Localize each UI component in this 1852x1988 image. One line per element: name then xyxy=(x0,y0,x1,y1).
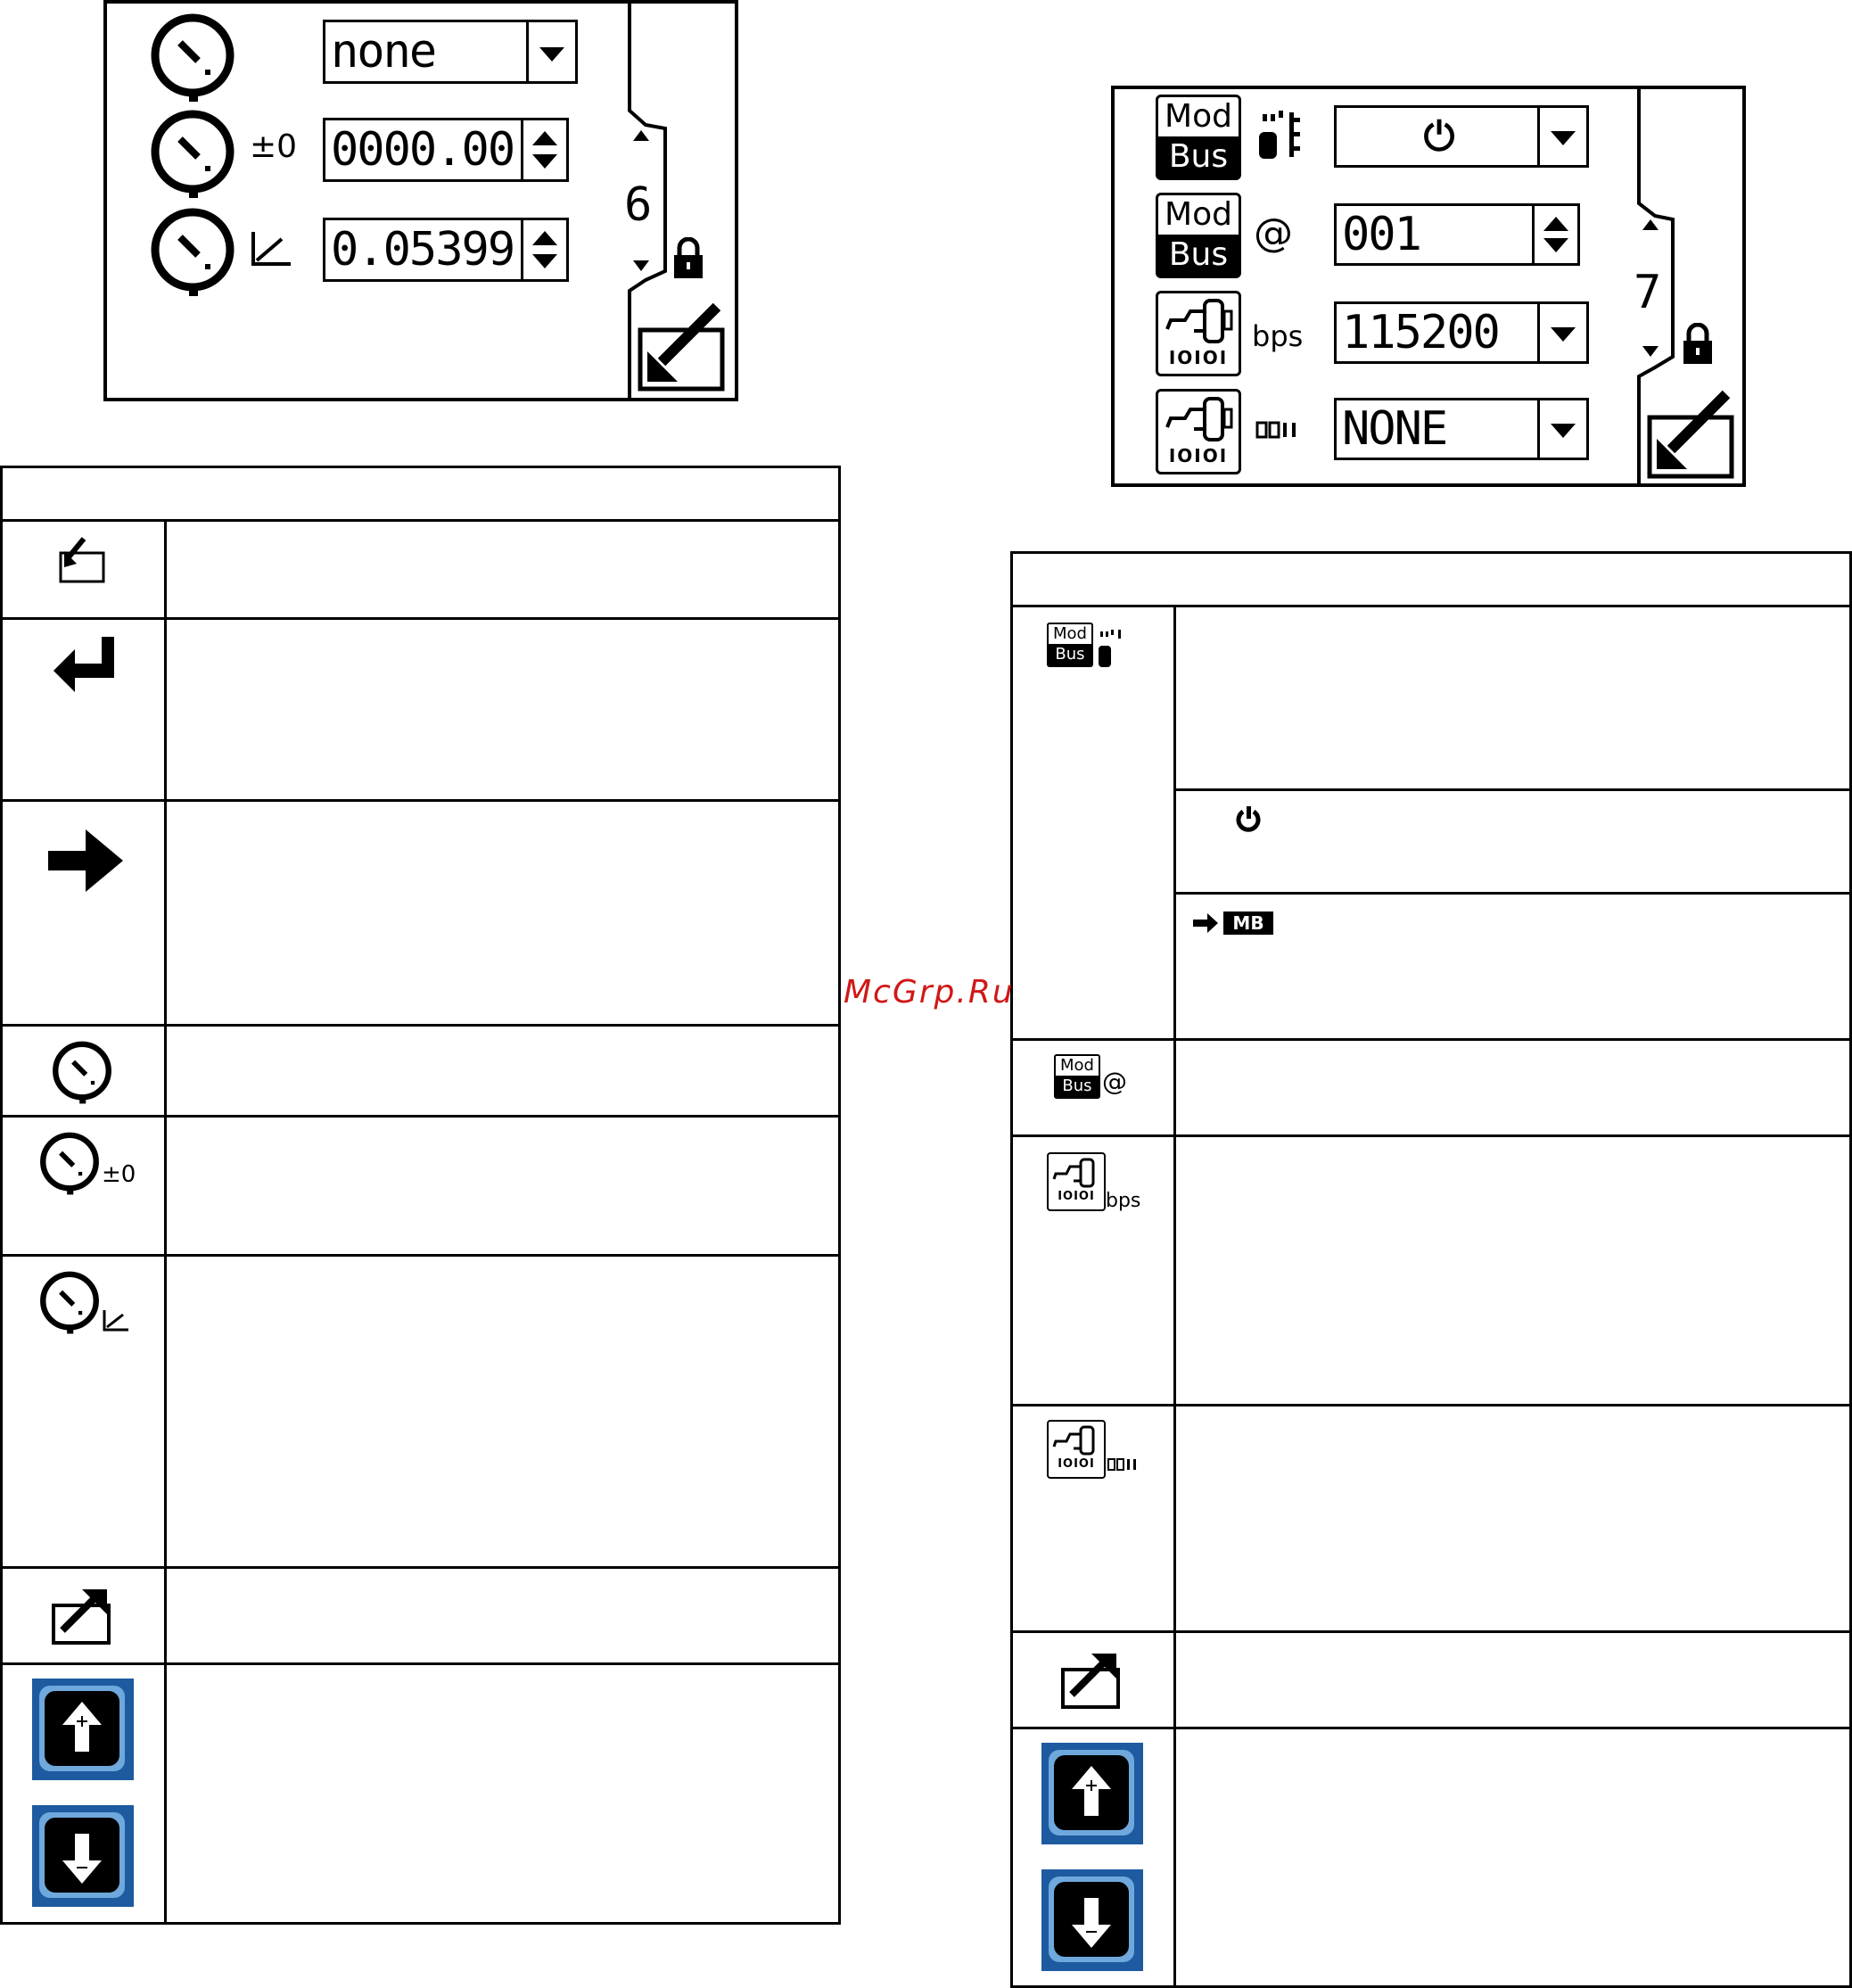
slope-spinner[interactable] xyxy=(323,218,569,282)
scroll-down-icon[interactable] xyxy=(630,257,653,275)
right-arrow-icon xyxy=(45,826,127,895)
hand-tap-icon xyxy=(1255,109,1304,162)
lock-icon xyxy=(671,237,706,280)
screen-6 xyxy=(103,0,738,401)
modbus-label-bottom: Bus xyxy=(1158,136,1239,177)
parity-dropdown[interactable] xyxy=(1334,398,1589,460)
offset-label: ±0 xyxy=(250,128,298,165)
legend-right-column-divider xyxy=(1173,605,1176,1988)
baud-unit-label: bps xyxy=(1252,319,1304,353)
enter-icon xyxy=(50,633,118,697)
sensor-type-dropdown[interactable] xyxy=(323,20,578,84)
parity-icon xyxy=(1255,419,1300,441)
parity-value: NONE xyxy=(1342,402,1447,456)
gauge-icon xyxy=(150,109,235,198)
offset-spinner[interactable] xyxy=(323,118,569,182)
scroll-up-icon[interactable] xyxy=(630,127,653,144)
mb-badge: MB xyxy=(1232,912,1264,934)
modbus-address-icon xyxy=(1054,1054,1100,1099)
parity-icon xyxy=(1107,1457,1140,1472)
lock-icon xyxy=(1680,323,1716,366)
spinner-arrows-icon[interactable] xyxy=(521,220,566,279)
spinner-arrows-icon[interactable] xyxy=(521,120,566,179)
modbus-label-bottom: Bus xyxy=(1158,235,1239,276)
baud-rate-value: 115200 xyxy=(1342,306,1499,359)
up-key-icon xyxy=(32,1679,134,1780)
power-icon xyxy=(1234,804,1263,833)
plus-zero-label: ±0 xyxy=(102,1161,136,1188)
legend-left-column-divider xyxy=(164,519,167,1925)
serial-icon xyxy=(1047,1152,1106,1211)
scroll-down-icon[interactable] xyxy=(1639,342,1662,360)
modbus-address-spinner[interactable] xyxy=(1334,203,1580,266)
offset-value: 0000.00 xyxy=(331,123,514,177)
baud-unit-label: bps xyxy=(1106,1190,1141,1212)
exit-screen-icon xyxy=(57,535,107,585)
serial-bits-label: IOIOI xyxy=(1058,1190,1095,1203)
down-key-icon xyxy=(32,1805,134,1907)
spinner-arrows-icon[interactable] xyxy=(1532,206,1577,263)
modbus-label-top: Mod xyxy=(1165,98,1232,135)
modbus-label-bottom: Bus xyxy=(1056,1076,1099,1097)
modbus-address-value: 001 xyxy=(1342,208,1420,261)
modbus-label-bottom: Bus xyxy=(1049,644,1091,665)
exit-screen-button[interactable] xyxy=(635,300,729,394)
gauge-icon xyxy=(150,207,235,296)
modbus-label-top: Mod xyxy=(1053,624,1087,643)
exit-screen-button[interactable] xyxy=(1644,387,1739,482)
baud-rate-icon xyxy=(1047,1152,1106,1211)
dropdown-arrow-icon[interactable] xyxy=(1537,400,1586,458)
gauge-icon xyxy=(150,12,235,102)
modbus-icon xyxy=(1156,95,1241,180)
page-number: 7 xyxy=(1634,266,1662,319)
hand-tap-icon xyxy=(1097,628,1124,669)
scroll-up-icon[interactable] xyxy=(1639,216,1662,234)
parity-setting-icon xyxy=(1047,1420,1106,1479)
address-label: @ xyxy=(1254,210,1293,256)
modbus-label-top: Mod xyxy=(1165,196,1232,233)
serial-bits-label: IOIOI xyxy=(1168,347,1229,368)
baud-rate-dropdown[interactable] xyxy=(1334,301,1589,364)
modbus-icon xyxy=(1156,193,1241,278)
modbus-icon xyxy=(1054,1054,1100,1099)
dropdown-arrow-icon[interactable] xyxy=(1537,304,1586,361)
serial-icon xyxy=(1156,389,1241,474)
enter-screen-icon xyxy=(50,1582,114,1646)
address-label: @ xyxy=(1102,1067,1127,1096)
serial-bits-label: IOIOI xyxy=(1168,445,1229,466)
dropdown-arrow-icon[interactable] xyxy=(526,22,575,81)
enter-screen-icon xyxy=(1059,1646,1124,1711)
arrow-mb-icon xyxy=(1191,910,1275,936)
gauge-slope-icon xyxy=(39,1270,100,1334)
sensor-type-value: none xyxy=(331,25,436,78)
page-number: 6 xyxy=(624,178,653,232)
modbus-enable-dropdown[interactable] xyxy=(1334,105,1589,168)
serial-icon xyxy=(1047,1420,1106,1479)
serial-icon xyxy=(1156,291,1241,376)
modbus-icon xyxy=(1047,623,1093,667)
modbus-label-top: Mod xyxy=(1060,1056,1094,1075)
gauge-zero-icon xyxy=(39,1131,100,1195)
dropdown-arrow-icon[interactable] xyxy=(1537,108,1586,165)
up-key-icon xyxy=(1041,1743,1143,1844)
screen-7 xyxy=(1111,86,1746,487)
watermark: McGrp.Ru xyxy=(844,974,1015,1010)
slope-icon xyxy=(250,228,294,268)
modbus-enable-icon xyxy=(1047,623,1093,667)
power-icon: ⏻ xyxy=(1423,113,1453,160)
slope-icon xyxy=(102,1307,130,1332)
slope-value: 0.05399 xyxy=(331,223,514,276)
serial-bits-label: IOIOI xyxy=(1058,1457,1095,1471)
gauge-icon xyxy=(52,1040,112,1104)
down-key-icon xyxy=(1041,1869,1143,1971)
